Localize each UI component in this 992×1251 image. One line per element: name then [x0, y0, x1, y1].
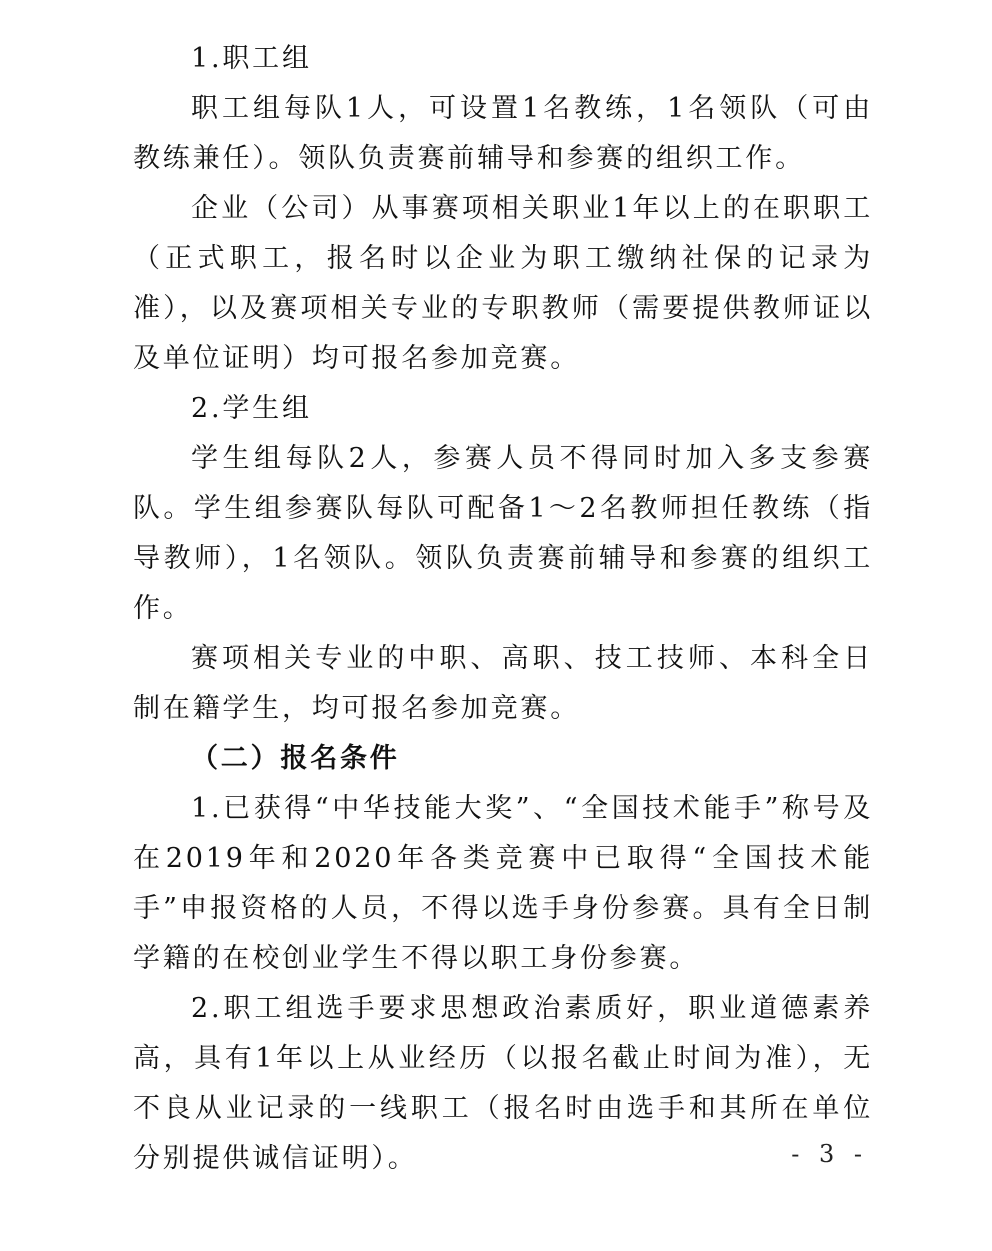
paragraph-worker-eligibility: 企业（公司）从事赛项相关职业1年以上的在职职工（正式职工，报名时以企业为职工缴纳社保的记录为准），以及赛项相关专业的专职教师（需要提供教师证以及单位证明）均可报名参加竞赛。	[133, 193, 873, 374]
section-heading-worker-group: 1.职工组	[191, 43, 312, 74]
page-number: - 3 -	[791, 1140, 868, 1168]
section-heading-registration-conditions: （二）报名条件	[191, 743, 400, 774]
paragraph-condition-2: 2.职工组选手要求思想政治素质好，职业道德素养高，具有1年以上从业经历（以报名截止时间为准），无不良从业记录的一线职工（报名时由选手和其所在单位分别提供诚信证明）。	[133, 993, 873, 1174]
paragraph-condition-1: 1.已获得“中华技能大奖”、“全国技术能手”称号及在2019年和2020年各类竞赛中已取得“全国技术能手”申报资格的人员，不得以选手身份参赛。具有全日制学籍的在校创业学生不得以职工身份参赛。	[133, 793, 873, 974]
paragraph-worker-team: 职工组每队1人，可设置1名教练，1名领队（可由教练兼任）。领队负责赛前辅导和参赛的组织工作。	[133, 93, 873, 174]
paragraph-student-team: 学生组每队2人，参赛人员不得同时加入多支参赛队。学生组参赛队每队可配备1～2名教师担任教练（指导教师），1名领队。领队负责赛前辅导和参赛的组织工作。	[133, 443, 873, 624]
paragraph-student-eligibility: 赛项相关专业的中职、高职、技工技师、本科全日制在籍学生，均可报名参加竞赛。	[133, 643, 873, 724]
section-heading-student-group: 2.学生组	[191, 393, 312, 424]
document-body	[133, 34, 873, 1184]
